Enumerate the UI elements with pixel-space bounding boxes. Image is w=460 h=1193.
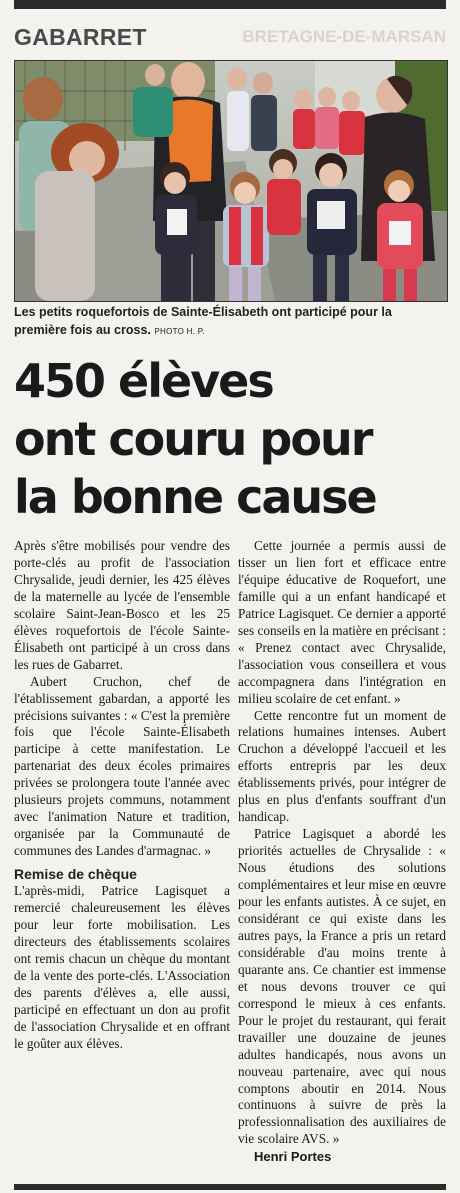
paragraph: Après s'être mobilisés pour vendre des porte-clés au profit de l'association Chrysalide, jeudi dernier, les 425 élèves de la maternelle au lycée de l'ensemble scolaire Saint-Jean-Bosco et les 25 élèves roquefortois de l'école Sainte-Élisabeth ont participé à un cross dans les rues de Gabarret. [14, 538, 230, 672]
paragraph: Patrice Lagisquet a abordé les priorités actuelles de Chrysalide : « Nous étudions des solutions complémentaires et leur mise en œuvre pour les enfants autistes. À ce sujet, en considérant ce qui existe dans les autres pays, la France a pris un retard considérable d'au moins trente à quarante ans. Ce chantier est immense et nous devons trouver ce qui correspond le mieux à ces enfants. Pour le projet du restaurant, qui ferait travailler une douzaine de jeunes adultes handicapés, nous avons un nouveau partenaire, avec qui nous comptons aboutir en 2014. Nous continuons à suivre de près la professionnalisation des auxiliaires de vie scolaire AVS. » [238, 826, 446, 1147]
headline-line-1: 450 élèves [14, 354, 273, 408]
author-byline: Henri Portes [254, 1149, 332, 1165]
headline-line-2: ont couru pour [14, 412, 372, 466]
headline-line-3: la bonne cause [14, 470, 376, 524]
paragraph: Cette rencontre fut un moment de relations humaines intenses. Aubert Cruchon a développé l'accueil et les efforts entrepris par les deux établissements privés, pour intégrer de plus en plus d'enfants souffrant d'un handicap. [238, 707, 446, 825]
article-column-right [238, 538, 446, 1166]
top-rule [14, 0, 446, 9]
headline [14, 352, 446, 526]
caption-text: Les petits roquefortois de Sainte-Élisabeth ont participé pour la première fois au cross. [14, 305, 392, 337]
paragraph: Cette journée a permis aussi de tisser un lien fort et efficace entre l'équipe éducative de Roquefort, une famille qui a un enfant handicapé et Patrice Lagisquet. Ce dernier a apporté ses conseils en la matière en précisant : « Prenez contact avec Chrysalide, l'association vous conseillera et vous accompagnera dans l'intégration en milieu scolaire de cet enfant. » [238, 538, 446, 706]
photo-caption [14, 303, 446, 341]
article-column-left [14, 538, 230, 1053]
paragraph: Aubert Cruchon, chef de l'établissement gabardan, a apporté les précisions suivantes : « C'est la première fois que l'école Sainte-Élisabeth participe à cette manifestation. Le partenariat des deux écoles primaires privées se prolongera toute l'année avec plusieurs projets communs, notamment avec l'animation Nature et tradition, organisée par la Communauté de communes des Landes d'armagnac. » [14, 673, 230, 859]
subheading: Remise de chèque [14, 866, 137, 883]
bleed-through-header: BRETAGNE-DE-MARSAN [242, 27, 446, 46]
bottom-rule [14, 1184, 446, 1190]
children-cross-photo [14, 60, 448, 302]
section-label: GABARRET [14, 24, 147, 50]
photo-credit: PHOTO H. P. [154, 327, 205, 336]
paragraph: L'après-midi, Patrice Lagisquet a remercié chaleureusement les élèves pour leur forte mobilisation. Les directeurs des établissements scolaires ont remis chacun un chèque du montant de la vente des porte-clés. L'Association des parents d'élèves a, elle aussi, participé en effectuant un don au profit de l'association Chrysalide et en offrant le goûter aux élèves. [14, 883, 230, 1051]
